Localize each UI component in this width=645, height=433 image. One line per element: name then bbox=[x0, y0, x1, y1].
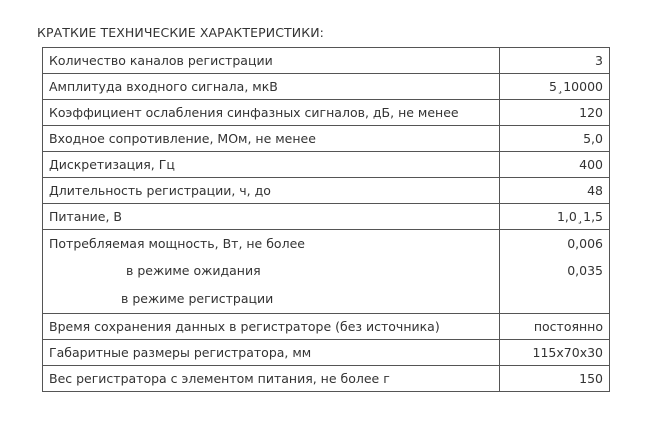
row-label: Амплитуда входного сигнала, мкВ bbox=[43, 74, 500, 100]
section-heading: КРАТКИЕ ТЕХНИЧЕСКИЕ ХАРАКТЕРИСТИКИ: bbox=[37, 25, 324, 40]
row-sublabel: в режиме регистрации bbox=[121, 291, 274, 306]
row-value: 1,0¸1,5 bbox=[500, 204, 610, 230]
row-value: 3 bbox=[500, 48, 610, 74]
row-label: Длительность регистрации, ч, до bbox=[43, 178, 500, 204]
row-label-group bbox=[43, 230, 500, 314]
row-label: Вес регистратора с элементом питания, не более г bbox=[43, 366, 500, 392]
row-value: 5¸10000 bbox=[500, 74, 610, 100]
table-row bbox=[43, 48, 610, 74]
specs-table bbox=[42, 47, 610, 392]
row-label: Дискретизация, Гц bbox=[43, 152, 500, 178]
table-row bbox=[43, 204, 610, 230]
row-value: 48 bbox=[500, 178, 610, 204]
row-label: Коэффициент ослабления синфазных сигналов, дБ, не менее bbox=[43, 100, 500, 126]
table-row bbox=[43, 314, 610, 340]
row-value: 0,035 bbox=[567, 263, 603, 278]
row-label: Питание, В bbox=[43, 204, 500, 230]
row-value: 115x70x30 bbox=[500, 340, 610, 366]
row-value: 0,006 bbox=[567, 236, 603, 251]
table-row bbox=[43, 152, 610, 178]
row-label: Габаритные размеры регистратора, мм bbox=[43, 340, 500, 366]
row-label: Время сохранения данных в регистраторе (без источника) bbox=[43, 314, 500, 340]
table-row bbox=[43, 366, 610, 392]
row-value: постоянно bbox=[500, 314, 610, 340]
row-value: 400 bbox=[500, 152, 610, 178]
row-sublabel: в режиме ожидания bbox=[126, 263, 261, 278]
row-label: Входное сопротивление, МОм, не менее bbox=[43, 126, 500, 152]
row-value: 150 bbox=[500, 366, 610, 392]
table-row bbox=[43, 100, 610, 126]
table-row bbox=[43, 74, 610, 100]
row-value: 120 bbox=[500, 100, 610, 126]
row-label: Количество каналов регистрации bbox=[43, 48, 500, 74]
row-value: 5,0 bbox=[500, 126, 610, 152]
row-label: Потребляемая мощность, Вт, не более bbox=[49, 236, 305, 251]
row-value-group bbox=[500, 230, 610, 314]
table-row bbox=[43, 126, 610, 152]
table-row bbox=[43, 178, 610, 204]
table-row bbox=[43, 230, 610, 314]
table-row bbox=[43, 340, 610, 366]
